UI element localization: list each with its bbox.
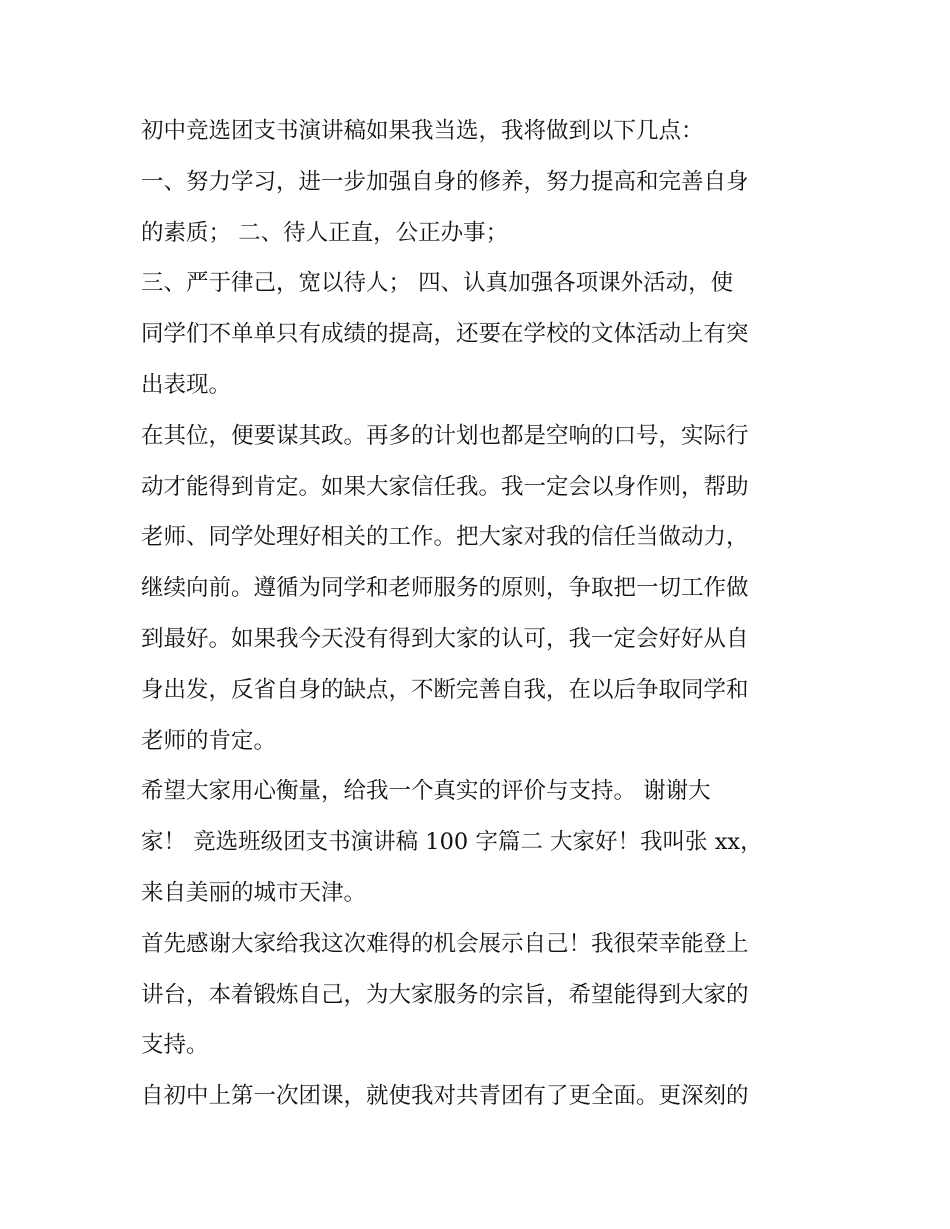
text-line: 希望大家用心衡量，给我一个真实的评价与支持。 谢谢大 xyxy=(141,778,711,805)
document-body xyxy=(141,110,821,1126)
text-line: 自初中上第一次团课，就使我对共青团有了更全面。更深刻的 xyxy=(141,1083,749,1110)
text-line: 来自美丽的城市天津。 xyxy=(141,879,367,906)
text-line: 同学们不单单只有成绩的提高，还要在学校的文体活动上有突 xyxy=(141,321,749,348)
text-line: 继续向前。遵循为同学和老师服务的原则，争取把一切工作做 xyxy=(141,575,749,602)
text-line: 出表现。 xyxy=(141,371,232,398)
text-line: 初中竞选团支书演讲稿如果我当选，我将做到以下几点： xyxy=(141,118,704,144)
text-line: 支持。 xyxy=(141,1032,209,1059)
text-line: 在其位，便要谋其政。再多的计划也都是空响的口号，实际行 xyxy=(141,422,749,449)
text-line: 老师、同学处理好相关的工作。把大家对我的信任当做动力， xyxy=(141,524,749,551)
text-line: 老师的肯定。 xyxy=(141,727,277,754)
text-line: 一、努力学习，进一步加强自身的修养，努力提高和完善自身 xyxy=(141,168,749,195)
text-line: 首先感谢大家给我这次难得的机会展示自己！我很荣幸能登上 xyxy=(141,930,749,957)
text-line: 家！ 竞选班级团支书演讲稿 100 字篇二 大家好！我叫张 xx， xyxy=(141,829,763,856)
text-line: 动才能得到肯定。如果大家信任我。我一定会以身作则，帮助 xyxy=(141,473,749,500)
text-line: 到最好。如果我今天没有得到大家的认可，我一定会好好从自 xyxy=(141,625,749,652)
text-line: 讲台，本着锻炼自己，为大家服务的宗旨，希望能得到大家的 xyxy=(141,981,749,1008)
text-line: 三、严于律己，宽以待人； 四、认真加强各项课外活动，使 xyxy=(141,270,734,297)
text-line: 身出发，反省自身的缺点，不断完善自我，在以后争取同学和 xyxy=(141,676,749,703)
text-line: 的素质； 二、待人正直，公正办事； xyxy=(141,219,509,246)
